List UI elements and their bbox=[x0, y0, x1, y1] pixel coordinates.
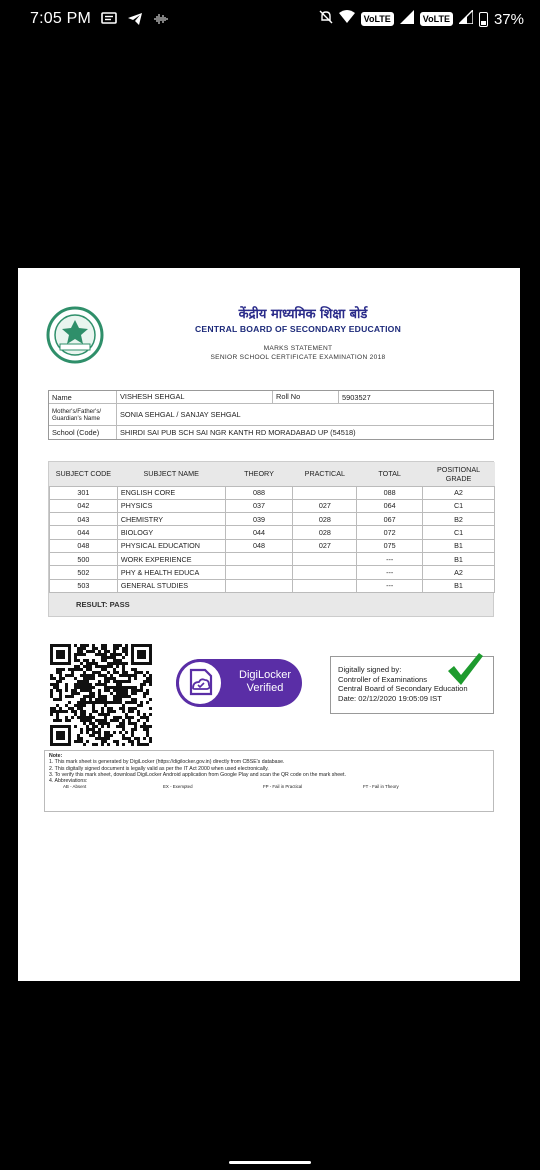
header-subject-code: SUBJECT CODE bbox=[50, 462, 118, 486]
battery-icon bbox=[479, 12, 488, 27]
header-subject-name: SUBJECT NAME bbox=[117, 462, 225, 486]
subject-name: CHEMISTRY bbox=[117, 513, 225, 526]
signal-icon-2 bbox=[459, 10, 473, 28]
status-bar bbox=[0, 0, 540, 38]
volte-badge-1: VoLTE bbox=[361, 12, 394, 26]
grade: A2 bbox=[423, 486, 495, 499]
total-marks: 064 bbox=[357, 499, 423, 512]
abbreviation-item: EX - Exempted bbox=[163, 784, 193, 790]
wifi-icon bbox=[339, 10, 355, 28]
subject-code: 048 bbox=[50, 539, 118, 552]
marks-section bbox=[48, 461, 494, 617]
total-marks: --- bbox=[357, 579, 423, 592]
subject-name: ENGLISH CORE bbox=[117, 486, 225, 499]
note-item: 2. This digitally signed document is legally valid as per the IT Act 2000 when used electronically. bbox=[49, 765, 269, 772]
name-row bbox=[49, 391, 493, 404]
digilocker-verified-badge bbox=[176, 659, 302, 707]
name-label: Name bbox=[49, 391, 117, 403]
subject-code: 301 bbox=[50, 486, 118, 499]
table-row bbox=[50, 579, 495, 592]
practical-marks bbox=[293, 552, 357, 565]
qr-code-icon bbox=[50, 644, 152, 746]
theory-marks bbox=[225, 566, 293, 579]
digilocker-label: DigiLocker bbox=[239, 669, 291, 681]
subject-name: PHYSICS bbox=[117, 499, 225, 512]
subject-name: WORK EXPERIENCE bbox=[117, 552, 225, 565]
grade: A2 bbox=[423, 566, 495, 579]
telegram-icon bbox=[127, 12, 143, 26]
theory-marks bbox=[225, 579, 293, 592]
table-row bbox=[50, 513, 495, 526]
total-marks: --- bbox=[357, 552, 423, 565]
school-label: School (Code) bbox=[49, 426, 117, 439]
practical-marks: 027 bbox=[293, 539, 357, 552]
exam-title: SENIOR SCHOOL CERTIFICATE EXAMINATION 2018 bbox=[210, 354, 386, 361]
table-row bbox=[50, 539, 495, 552]
signer-title: Controller of Examinations bbox=[338, 674, 428, 684]
table-row bbox=[50, 526, 495, 539]
cbse-logo-icon bbox=[46, 306, 104, 364]
volte-badge-2: VoLTE bbox=[420, 12, 453, 26]
header-theory: THEORY bbox=[225, 462, 293, 486]
total-marks: 072 bbox=[357, 526, 423, 539]
abbreviation-item: FT - Fail in Theory bbox=[363, 784, 399, 790]
home-indicator[interactable] bbox=[229, 1161, 311, 1164]
marks-header-row bbox=[50, 462, 495, 486]
practical-marks: 028 bbox=[293, 513, 357, 526]
theory-marks: 037 bbox=[225, 499, 293, 512]
header-practical: PRACTICAL bbox=[293, 462, 357, 486]
school-row bbox=[49, 426, 493, 439]
status-time: 7:05 PM bbox=[30, 10, 91, 27]
practical-marks bbox=[293, 566, 357, 579]
parents-names: SONIA SEHGAL / SANJAY SEHGAL bbox=[120, 410, 241, 419]
total-marks: 075 bbox=[357, 539, 423, 552]
practical-marks: 027 bbox=[293, 499, 357, 512]
practical-marks bbox=[293, 579, 357, 592]
note-item: 3. To verify this mark sheet, download DigiLocker Android application from Google Play and scan the QR code on the mark sheet. bbox=[49, 771, 346, 778]
total-marks: 088 bbox=[357, 486, 423, 499]
practical-marks: 028 bbox=[293, 526, 357, 539]
check-mark-icon bbox=[446, 651, 484, 687]
mute-icon bbox=[319, 10, 333, 28]
signal-icon-1 bbox=[400, 10, 414, 28]
total-marks: --- bbox=[357, 566, 423, 579]
verified-label: Verified bbox=[246, 682, 284, 694]
subject-code: 044 bbox=[50, 526, 118, 539]
roll-label: Roll No bbox=[273, 391, 339, 403]
table-row bbox=[50, 552, 495, 565]
table-row bbox=[50, 499, 495, 512]
grade: B2 bbox=[423, 513, 495, 526]
theory-marks: 048 bbox=[225, 539, 293, 552]
hindi-board-title: केंद्रीय माध्यमिक शिक्षा बोर्ड bbox=[238, 307, 368, 322]
theory-marks: 044 bbox=[225, 526, 293, 539]
header-total: TOTAL bbox=[357, 462, 423, 486]
subject-name: GENERAL STUDIES bbox=[117, 579, 225, 592]
grade: B1 bbox=[423, 552, 495, 565]
abbreviations bbox=[49, 784, 489, 790]
statement-title: MARKS STATEMENT bbox=[263, 345, 333, 352]
audio-wave-icon bbox=[153, 12, 169, 26]
subject-name: BIOLOGY bbox=[117, 526, 225, 539]
grade: B1 bbox=[423, 539, 495, 552]
grade: C1 bbox=[423, 526, 495, 539]
subject-code: 503 bbox=[50, 579, 118, 592]
digilocker-logo-icon bbox=[176, 659, 224, 707]
subject-code: 043 bbox=[50, 513, 118, 526]
student-info bbox=[48, 390, 494, 440]
subject-code: 502 bbox=[50, 566, 118, 579]
theory-marks: 088 bbox=[225, 486, 293, 499]
abbreviation-item: AB - Absent bbox=[63, 784, 87, 790]
theory-marks bbox=[225, 552, 293, 565]
subject-code: 500 bbox=[50, 552, 118, 565]
digital-signature-box bbox=[330, 656, 494, 714]
parents-label: Mother's/Father's/ Guardian's Name bbox=[49, 404, 117, 425]
signature-date: Date: 02/12/2020 19:05:09 IST bbox=[338, 693, 442, 703]
header-grade: POSITIONAL GRADE bbox=[423, 462, 495, 486]
subject-name: PHYSICAL EDUCATION bbox=[117, 539, 225, 552]
marks-table bbox=[49, 462, 495, 593]
result-status: RESULT: PASS bbox=[76, 600, 130, 609]
signed-by-label: Digitally signed by: bbox=[338, 665, 402, 674]
roll-number: 5903527 bbox=[342, 392, 371, 402]
theory-marks: 039 bbox=[225, 513, 293, 526]
grade: C1 bbox=[423, 499, 495, 512]
abbreviation-item: FP - Fail in Practical bbox=[263, 784, 303, 790]
signer-organization: Central Board of Secondary Education bbox=[338, 684, 468, 693]
parents-row bbox=[49, 404, 493, 426]
grade: B1 bbox=[423, 579, 495, 592]
table-row bbox=[50, 566, 495, 579]
student-name: VISHESH SEHGAL bbox=[117, 391, 273, 403]
school-name: SHIRDI SAI PUB SCH SAI NGR KANTH RD MORADABAD UP (54518) bbox=[120, 428, 356, 437]
notes-section bbox=[44, 750, 494, 812]
note-item: 1. This mark sheet is generated by DigiLocker (https://digilocker.gov.in) directly from CBSE's database. bbox=[49, 759, 285, 766]
board-name: CENTRAL BOARD OF SECONDARY EDUCATION bbox=[195, 324, 401, 334]
table-row bbox=[50, 486, 495, 499]
subject-code: 042 bbox=[50, 499, 118, 512]
message-icon bbox=[101, 12, 117, 26]
marksheet-page bbox=[18, 268, 520, 981]
subject-name: PHY & HEALTH EDUCA bbox=[117, 566, 225, 579]
note-item: 4. Abbreviations: bbox=[49, 778, 88, 785]
battery-level: 37% bbox=[493, 10, 524, 28]
notes-title: Note: bbox=[49, 753, 63, 759]
practical-marks bbox=[293, 486, 357, 499]
total-marks: 067 bbox=[357, 513, 423, 526]
